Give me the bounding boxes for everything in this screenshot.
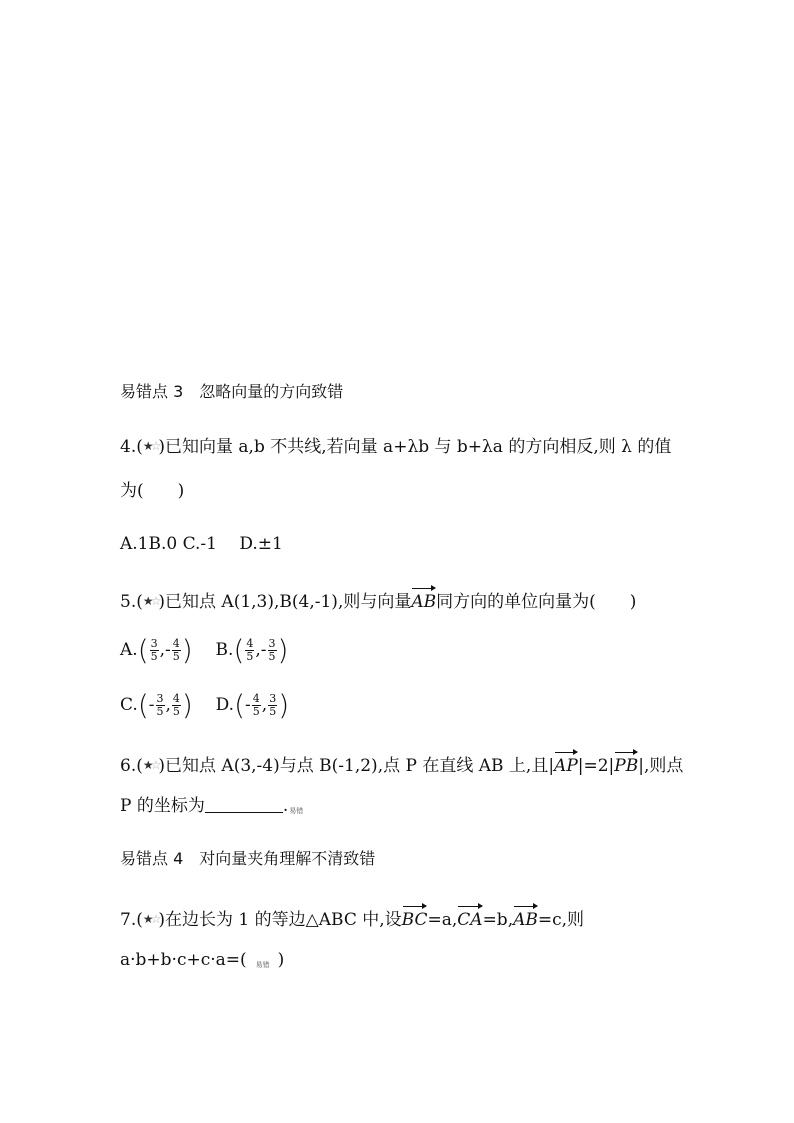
error-prone-tag: 易错 bbox=[255, 961, 270, 969]
question-6-line-2: P 的坐标为 .易错 bbox=[120, 796, 304, 816]
question-4-line-2: 为( ) bbox=[120, 481, 185, 501]
difficulty-star-icon: ★☆ bbox=[142, 594, 159, 608]
section-heading-3: 易错点 3 忽略向量的方向致错 bbox=[120, 382, 344, 401]
answer-blank[interactable] bbox=[205, 796, 283, 813]
vector-ab-q7: AB bbox=[513, 904, 538, 932]
vector-ap: AP bbox=[554, 750, 578, 778]
question-7-line-2: a·b+b·c+c·a=( 易错 ) bbox=[120, 950, 285, 970]
question-4-line-1: 4.(★☆)已知向量 a,b 不共线,若向量 a+λb 与 b+λa 的方向相反,则 λ 的值 bbox=[120, 434, 671, 459]
question-6-line-1: 6.(★☆)已知点 A(3,-4)与点 B(-1,2),点 P 在直线 AB 上,且|AP|=2|PB|,则点 bbox=[120, 750, 683, 778]
vector-ca: CA bbox=[457, 904, 482, 932]
option-c: C.(- $\frac{3}{5}$ , $\frac{4}{5}$ ) bbox=[120, 688, 193, 722]
question-5-options-ab bbox=[120, 633, 289, 667]
question-5-options-cd bbox=[120, 688, 290, 722]
difficulty-star-icon: ★☆ bbox=[142, 439, 159, 453]
section-heading-4: 易错点 4 对向量夹角理解不清致错 bbox=[120, 849, 376, 868]
question-4-options: A.1B.0 C.-1 D.±1 bbox=[120, 534, 283, 554]
vector-ab: AB bbox=[411, 586, 436, 614]
question-7-line-1: 7.(★☆)在边长为 1 的等边△ABC 中,设BC=a,CA=b,AB=c,则 bbox=[120, 904, 584, 932]
option-a: A.( $\frac{3}{5}$ ,- $\frac{4}{5}$ ) bbox=[120, 633, 193, 667]
question-5-line-1: 5.(★☆)已知点 A(1,3),B(4,-1),则与向量AB同方向的单位向量为( ) bbox=[120, 586, 636, 614]
option-b: B.( $\frac{4}{5}$ ,- $\frac{3}{5}$ ) bbox=[215, 633, 289, 667]
difficulty-star-icon: ★☆ bbox=[142, 912, 159, 926]
vector-pb: PB bbox=[614, 750, 638, 778]
vector-bc: BC bbox=[402, 904, 428, 932]
difficulty-star-icon: ★☆ bbox=[142, 758, 159, 772]
option-d: D.(- $\frac{4}{5}$ , $\frac{3}{5}$ ) bbox=[215, 688, 290, 722]
error-prone-tag: 易错 bbox=[289, 807, 304, 815]
